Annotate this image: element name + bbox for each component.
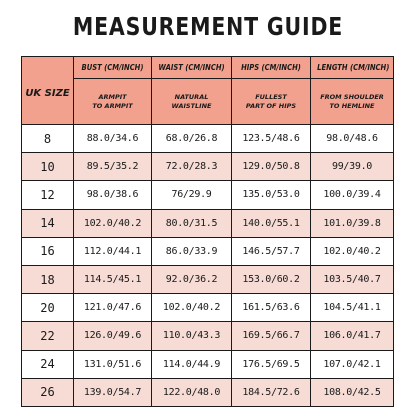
waist-cell: 114.0/44.9 [152,350,232,378]
hips-cell: 176.5/69.5 [232,350,311,378]
table-row [22,294,394,322]
hips-cell: 146.5/57.7 [232,237,311,265]
waist-cell: 110.0/43.3 [152,322,232,350]
table-row [22,209,394,237]
table-row [22,125,394,153]
table-row [22,153,394,181]
bust-cell: 89.5/35.2 [74,153,152,181]
size-cell: 18 [22,265,74,293]
table-row [22,350,394,378]
length-cell: 102.0/40.2 [311,237,394,265]
length-subheader-label: FROM SHOULDER TO HEMLINE [320,92,384,110]
waist-cell: 102.0/40.2 [152,294,232,322]
hips-cell: 140.0/55.1 [232,209,311,237]
bust-subheader-cell [74,79,152,125]
length-cell: 107.0/42.1 [311,350,394,378]
bust-header-cell [74,57,152,79]
bust-cell: 121.0/47.6 [74,294,152,322]
waist-cell: 122.0/48.0 [152,378,232,406]
table-row [22,181,394,209]
length-cell: 108.0/42.5 [311,378,394,406]
bust-cell: 98.0/38.6 [74,181,152,209]
table-row [22,237,394,265]
hips-cell: 123.5/48.6 [232,125,311,153]
bust-cell: 114.5/45.1 [74,265,152,293]
page-title: MEASUREMENT GUIDE [72,12,344,41]
waist-cell: 68.0/26.8 [152,125,232,153]
hips-cell: 135.0/53.0 [232,181,311,209]
hips-cell: 153.0/60.2 [232,265,311,293]
hips-subheader-cell [232,79,311,125]
hips-cell: 184.5/72.6 [232,378,311,406]
waist-subheader-label: NATURAL WAISTLINE [171,92,212,110]
hips-cell: 129.0/50.8 [232,153,311,181]
hips-header-cell [232,57,311,79]
size-cell: 12 [22,181,74,209]
length-cell: 106.0/41.7 [311,322,394,350]
hips-cell: 161.5/63.6 [232,294,311,322]
length-cell: 99/39.0 [311,153,394,181]
waist-cell: 72.0/28.3 [152,153,232,181]
size-cell: 14 [22,209,74,237]
waist-cell: 76/29.9 [152,181,232,209]
size-cell: 20 [22,294,74,322]
hips-subheader-label: FULLEST PART OF HIPS [245,92,297,110]
bust-subheader-label: ARMPIT TO ARMPIT [92,92,133,110]
size-cell: 8 [22,125,74,153]
waist-header-cell [152,57,232,79]
bust-cell: 139.0/54.7 [74,378,152,406]
bust-header-label: BUST (CM/INCH) [81,63,144,72]
waist-cell: 92.0/36.2 [152,265,232,293]
bust-cell: 112.0/44.1 [74,237,152,265]
bust-cell: 131.0/51.6 [74,350,152,378]
bust-cell: 126.0/49.6 [74,322,152,350]
size-cell: 10 [22,153,74,181]
header-row [22,57,394,79]
bust-cell: 102.0/40.2 [74,209,152,237]
size-cell: 16 [22,237,74,265]
length-cell: 103.5/40.7 [311,265,394,293]
table-row [22,322,394,350]
size-cell: 22 [22,322,74,350]
waist-cell: 80.0/31.5 [152,209,232,237]
table-row [22,378,394,406]
bust-cell: 88.0/34.6 [74,125,152,153]
size-cell: 26 [22,378,74,406]
length-header-label: LENGTH (CM/INCH) [317,63,390,72]
length-cell: 98.0/48.6 [311,125,394,153]
measurement-table [21,56,394,407]
subheader-row [22,79,394,125]
table-row [22,265,394,293]
length-cell: 100.0/39.4 [311,181,394,209]
waist-subheader-cell [152,79,232,125]
length-subheader-cell [311,79,394,125]
hips-cell: 169.5/66.7 [232,322,311,350]
size-header-cell [22,57,74,125]
size-cell: 24 [22,350,74,378]
waist-cell: 86.0/33.9 [152,237,232,265]
waist-header-label: WAIST (CM/INCH) [158,63,225,72]
hips-header-label: HIPS (CM/INCH) [241,63,301,72]
length-cell: 101.0/39.8 [311,209,394,237]
size-header-label: UK SIZE [25,88,70,99]
length-cell: 104.5/41.1 [311,294,394,322]
length-header-cell [311,57,394,79]
